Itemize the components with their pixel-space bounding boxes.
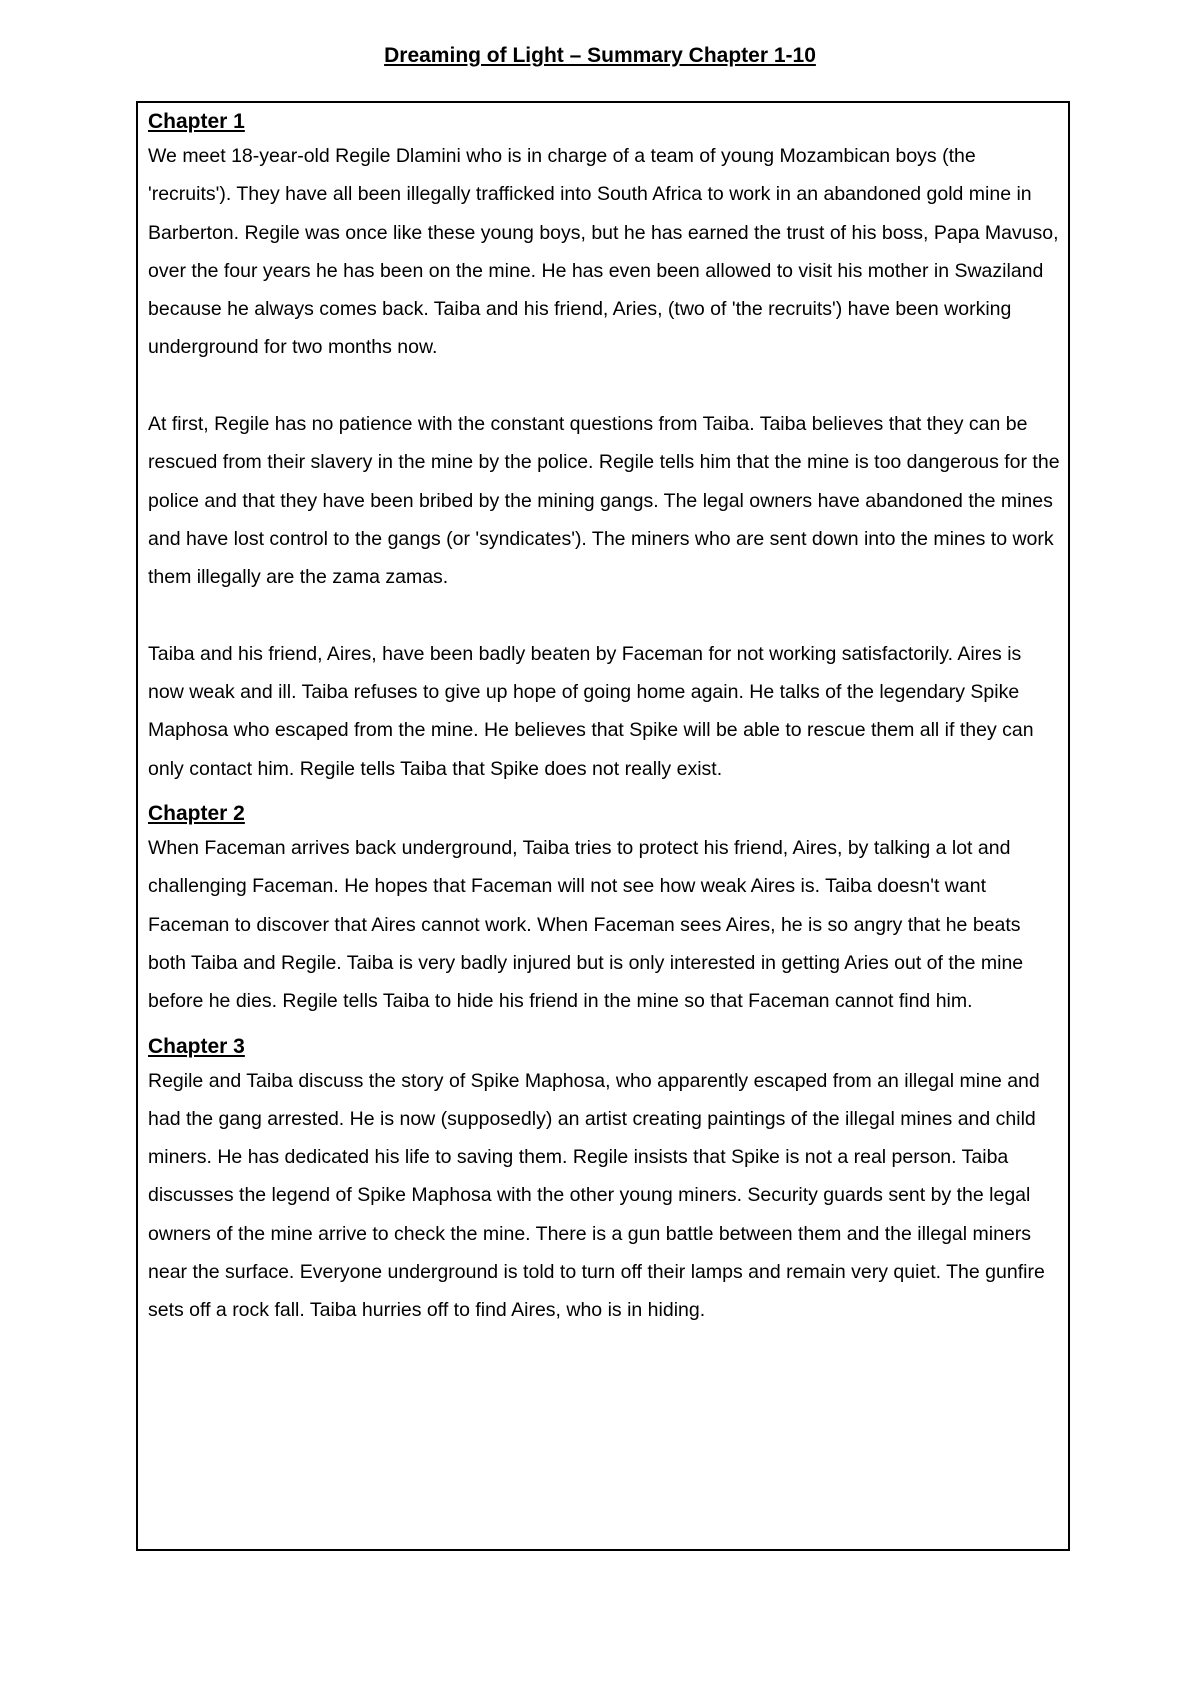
chapter-heading: Chapter 1: [148, 110, 245, 133]
chapter-paragraph: When Faceman arrives back underground, Taiba tries to protect his friend, Aires, by talking a lot and challenging Faceman. He hopes that Faceman will not see how weak Aires is. Taiba doesn't want Faceman to discover that Aires cannot work. When Faceman sees Aires, he is so angry that he beats both Taiba and Regile. Taiba is very badly injured but is only interested in getting Aries out of the mine before he dies. Regile tells Taiba to hide his friend in the mine so that Faceman cannot find him.: [148, 837, 1024, 1013]
chapter-paragraph: At first, Regile has no patience with the constant questions from Taiba. Taiba believes that they can be rescued from their slavery in the mine by the police. Regile tells him that the mine is too dangerous for the police and that they have been bribed by the mining gangs. The legal owners have abandoned the mines and have lost control to the gangs (or 'syndicates'). The miners who are sent down into the mines to work them illegally are the zama zamas.: [148, 413, 1060, 589]
document-title: Dreaming of Light – Summary Chapter 1-10: [384, 44, 816, 67]
chapter-heading: Chapter 3: [148, 1034, 245, 1058]
chapter-paragraph: We meet 18-year-old Regile Dlamini who is in charge of a team of young Mozambican boys (the 'recruits'). They have all been illegally trafficked into South Africa to work in an abandoned gold mine in Barberton. Regile was once like these young boys, but he has earned the trust of his boss, Papa Mavuso, over the four years he has been on the mine. He has even been allowed to visit his mother in Swaziland because he always comes back. Taiba and his friend, Aries, (two of 'the recruits') have been working underground for two months now.: [148, 145, 1059, 359]
chapter-3-section: [148, 1031, 1060, 1330]
chapter-paragraph: Regile and Taiba discuss the story of Spike Maphosa, who apparently escaped from an illegal mine and had the gang arrested. He is now (supposedly) an artist creating paintings of the illegal mines and child miners. He has dedicated his life to saving them. Regile insists that Spike is not a real person. Taiba discusses the legend of Spike Maphosa with the other young miners. Security guards sent by the legal owners of the mine arrive to check the mine. There is a gun battle between them and the illegal miners near the surface. Everyone underground is told to turn off their lamps and remain very quiet. The gunfire sets off a rock fall. Taiba hurries off to find Aires, who is in hiding.: [148, 1069, 1045, 1322]
chapter-2-section: [148, 798, 1060, 1020]
summary-box: [136, 101, 1070, 1551]
chapter-1-section: [148, 106, 1060, 788]
chapter-paragraph: Taiba and his friend, Aires, have been badly beaten by Faceman for not working satisfactorily. Aires is now weak and ill. Taiba refuses to give up hope of going home again. He talks of the legendary Spike Maphosa who escaped from the mine. He believes that Spike will be able to rescue them all if they can only contact him. Regile tells Taiba that Spike does not really exist.: [148, 642, 1034, 780]
chapter-heading: Chapter 2: [148, 802, 245, 826]
